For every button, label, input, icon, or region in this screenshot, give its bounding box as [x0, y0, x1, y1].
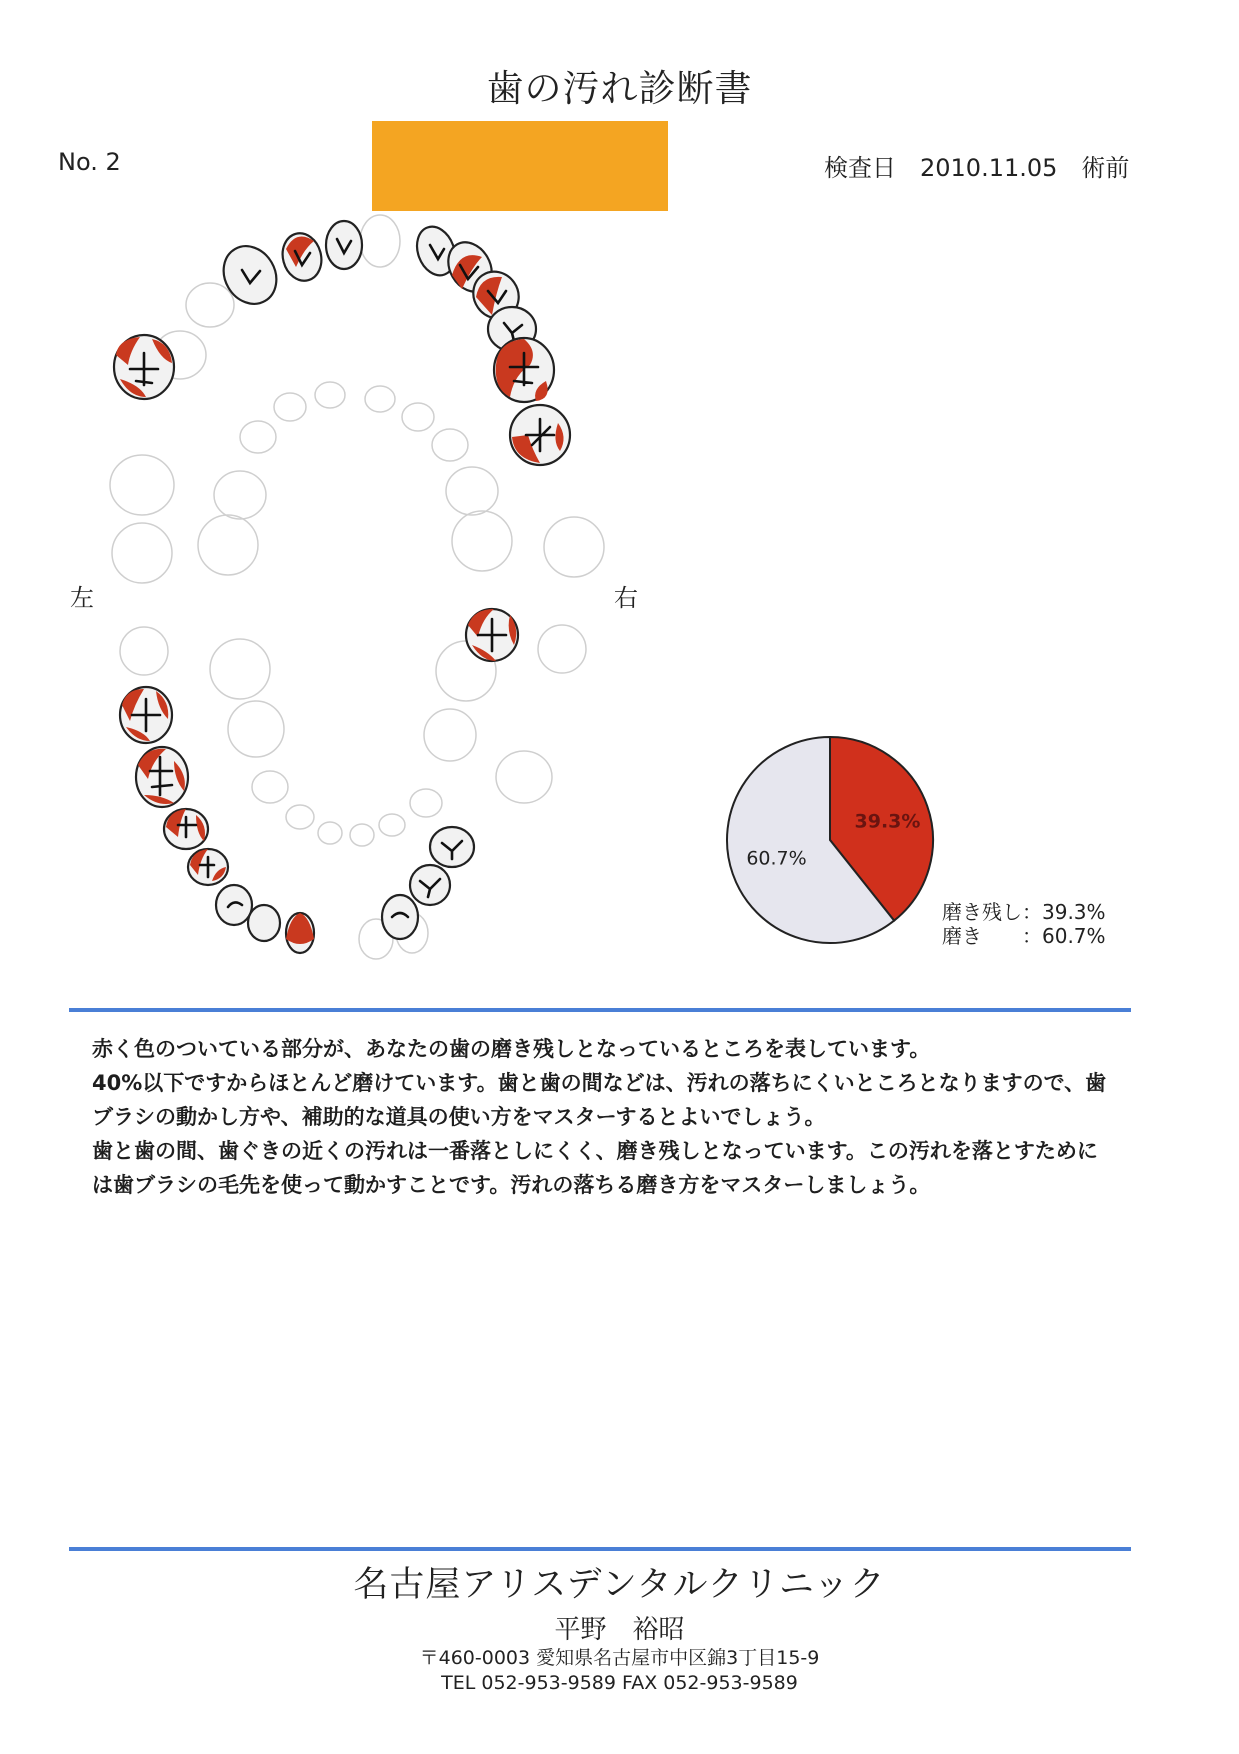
plaque-pie-chart — [720, 730, 940, 950]
clinic-address: 〒460-0003 愛知県名古屋市中区錦3丁目15-9 — [419, 1647, 820, 1669]
diagnosis-line-2: 40%以下ですからほとんど磨けています。歯と歯の間などは、汚れの落ちにくいところとなりますので、歯ブラシの動かし方や、補助的な道具の使い方をマスターするとよいでしょう。 — [92, 1071, 1107, 1129]
tooth-lower-right-premolar-1 — [430, 827, 474, 867]
tooth-lower-right-canine — [382, 895, 418, 939]
tooth-upper-left-lateral — [213, 237, 286, 314]
pie-label-brushed: 60.7% — [746, 847, 807, 870]
divider-top — [69, 1008, 1131, 1012]
chart-legend: 磨き残し：39.3% 磨き ：60.7% — [942, 900, 1106, 948]
clinic-footer — [0, 1557, 1239, 1696]
tooth-lower-right-premolar-2 — [410, 865, 450, 905]
tooth-lower-left-lateral — [248, 905, 280, 941]
tooth-lower-right-molar-1 — [466, 609, 518, 661]
document-number: No. 2 — [58, 148, 121, 176]
tooth-upper-right-molar-1 — [494, 338, 554, 402]
tooth-lower-left-molar-2 — [136, 747, 188, 807]
tooth-upper-left-central-2 — [326, 221, 362, 269]
ghost-teeth-lower — [120, 625, 586, 959]
tooth-lower-left-premolar-2 — [188, 849, 228, 885]
redacted-name-block — [372, 121, 668, 211]
diagnosis-text — [92, 1032, 1112, 1202]
divider-bottom — [69, 1547, 1131, 1551]
clinic-phone: TEL 052-953-9589 FAX 052-953-9589 — [441, 1672, 798, 1694]
tooth-lower-left-molar-1 — [120, 687, 172, 743]
doctor-name: 平野 裕昭 — [554, 1615, 685, 1645]
diagnosis-line-3: 歯と歯の間、歯ぐきの近くの汚れは一番落としにくく、磨き残しとなっています。この汚れを落とすためには歯ブラシの毛先を使って動かすことです。汚れの落ちる磨き方をマスターしましょう。 — [92, 1139, 1098, 1197]
tooth-upper-left-central-1 — [277, 229, 326, 285]
exam-date: 検査日 2010.11.05 術前 — [824, 154, 1130, 182]
clinic-name: 名古屋アリスデンタルクリニック — [353, 1565, 886, 1605]
tooth-lower-left-central — [286, 913, 314, 953]
page-title: 歯の汚れ診断書 — [486, 67, 753, 110]
right-side-label: 右 — [614, 584, 638, 612]
tooth-lower-left-canine — [216, 885, 252, 925]
dental-chart — [100, 205, 660, 975]
diagnosis-line-1: 赤く色のついている部分が、あなたの歯の磨き残しとなっているところを表しています。 — [92, 1037, 931, 1061]
pie-label-unbrushed: 39.3% — [854, 810, 921, 833]
left-side-label: 左 — [70, 584, 94, 612]
tooth-upper-right-molar-2 — [510, 405, 570, 465]
tooth-upper-left-molar-1 — [114, 335, 174, 399]
tooth-lower-left-premolar-1 — [164, 809, 208, 849]
